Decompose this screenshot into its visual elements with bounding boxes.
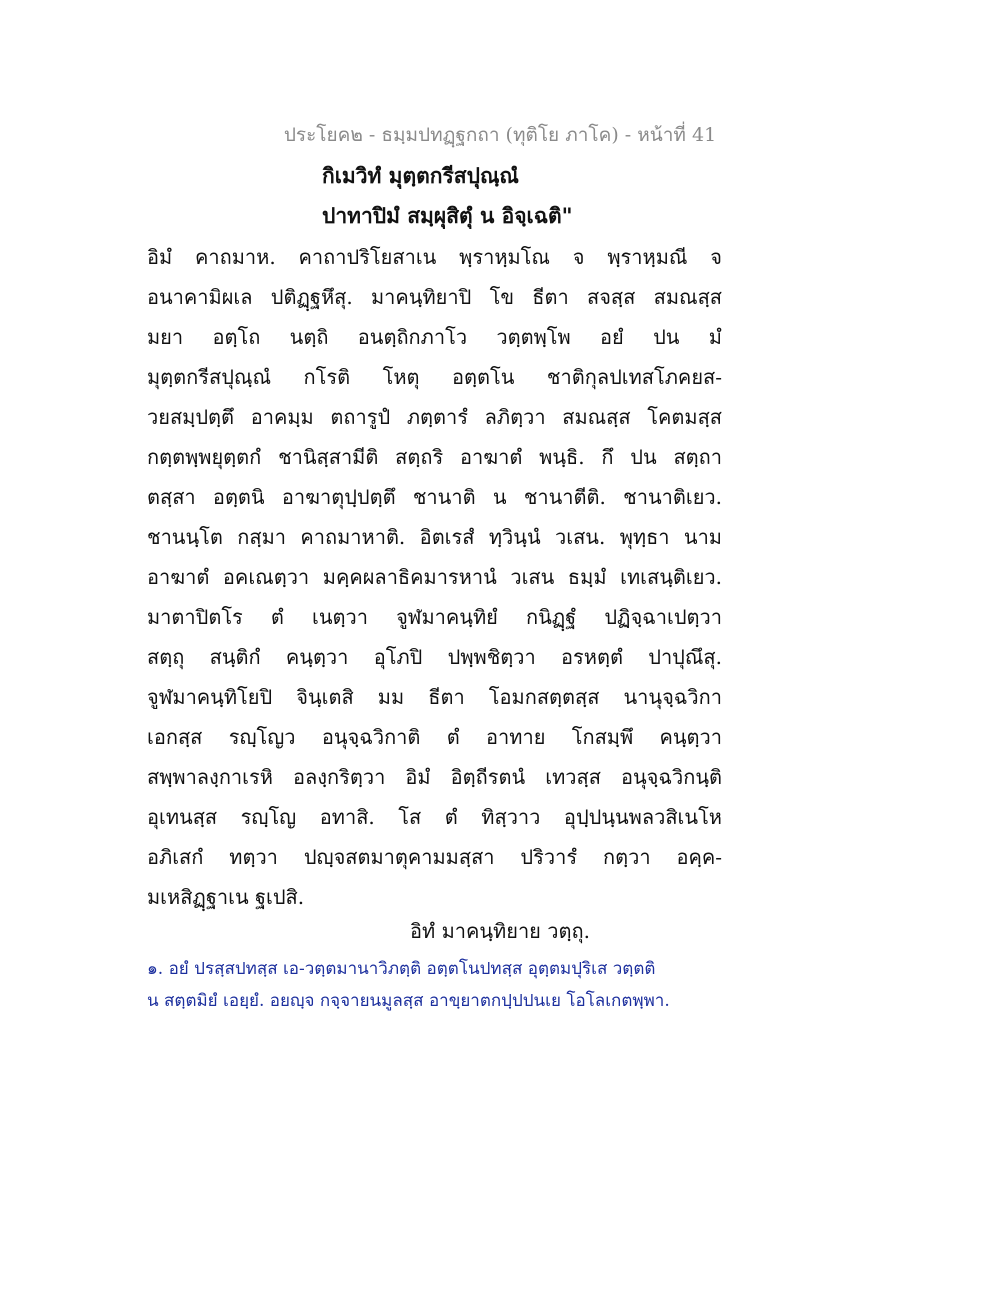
body-line: กตฺตพฺพยุตฺตกํ ชานิสฺสามีติ สตฺถริ อาฆาตํ พนฺธิ. กึ ปน สตฺถา	[147, 445, 722, 469]
body-line: มยา อตฺโถ นตฺถิ อนตฺถิกภาโว วตฺตพฺโพ อยํ ปน มํ	[147, 325, 722, 349]
verse-line-2: ปาทาปิมํ สมฺผุสิตุํ น อิจฺเฉติ"	[322, 203, 573, 228]
body-line: ชานนฺโต กสฺมา คาถมาหาติ. อิตเรสํ ทฺวินฺนํ วเสน. พุทฺธา นาม	[147, 525, 722, 549]
story-closing-line: อิทํ มาคนฺทิยาย วตฺถุ.	[410, 919, 590, 943]
body-line: สพฺพาลงฺกาเรหิ อลงฺกริตฺวา อิมํ อิตฺถีรตนํ เทวสฺส อนุจฺฉวิกนฺติ	[147, 765, 722, 789]
body-line-last: มเหสิฏฺฐาเน ฐเปสิ.	[147, 885, 305, 909]
body-paragraph	[147, 240, 722, 920]
body-line: มาตาปิตโร ตํ เนตฺวา จูฬมาคนฺทิยํ กนิฏฺฐํ ปฏิจฺฉาเปตฺวา	[147, 605, 722, 629]
body-line: เอกสฺส รญฺโญว อนุจฺฉวิกาติ ตํ อาทาย โกสมฺพึ คนฺตฺวา	[147, 725, 722, 749]
verse-line-1: กิเมวิทํ มุตฺตกรีสปุณฺณํ	[322, 163, 519, 188]
body-line: อนาคามิผเล ปติฏฺฐหึสุ. มาคนฺทิยาปิ โข ธีตา สจสฺส สมณสฺส	[147, 285, 722, 309]
body-line: จูฬมาคนฺทิโยปิ จินฺเตสิ มม ธีตา โอมกสตฺตสฺส นานุจฺฉวิกา	[147, 685, 722, 709]
footnotes	[147, 955, 727, 1019]
running-header: ประโยค๒ - ธมฺมปทฏฺฐกถา (ทุติโย ภาโค) - หน้าที่ 41	[283, 124, 717, 146]
body-line: มุตฺตกรีสปุณฺณํ กโรติ โหตุ อตฺตโน ชาติกุลปเทสโภคยส-	[147, 365, 722, 389]
body-line: ตสฺสา อตฺตนิ อาฆาตุปฺปตฺตึ ชานาติ น ชานาตีติ. ชานาติเยว.	[147, 485, 722, 509]
body-line: วยสมฺปตฺตึ อาคมฺม ตถารูปํ ภตฺตารํ ลภิตฺวา สมณสฺส โคตมสฺส	[147, 405, 722, 429]
body-line: อุเทนสฺส รญฺโญ อทาสิ. โส ตํ ทิสฺวาว อุปฺปนฺนพลวสิเนโห	[147, 805, 722, 829]
body-line: อิมํ คาถมาห. คาถาปริโยสาเน พฺราหฺมโณ จ พฺราหฺมณี จ	[147, 245, 722, 269]
footnote-line-2: น สตฺตมิยํ เอยฺยํ. อยญฺจ กจฺจายนมูลสฺส อาขฺยาตกปฺปปนเย โอโลเกตพฺพา.	[147, 991, 670, 1011]
body-line: สตฺถุ สนฺติกํ คนฺตฺวา อุโภปิ ปพฺพชิตฺวา อรหตฺตํ ปาปุณึสุ.	[147, 645, 722, 669]
body-line: อภิเสกํ ทตฺวา ปญฺจสตมาตุคามมสฺสา ปริวารํ กตฺวา อคฺค-	[147, 845, 722, 869]
body-line: อาฆาตํ อคเณตฺวา มคฺคผลาธิคมารหานํ วเสน ธมฺมํ เทเสนฺติเยว.	[147, 565, 722, 589]
footnote-line-1: ๑. อยํ ปรสฺสปทสฺส เอ-วตฺตมานาวิภตฺติ อตฺตโนปทสฺส อุตฺตมปุริเส วตฺตติ	[147, 959, 656, 979]
